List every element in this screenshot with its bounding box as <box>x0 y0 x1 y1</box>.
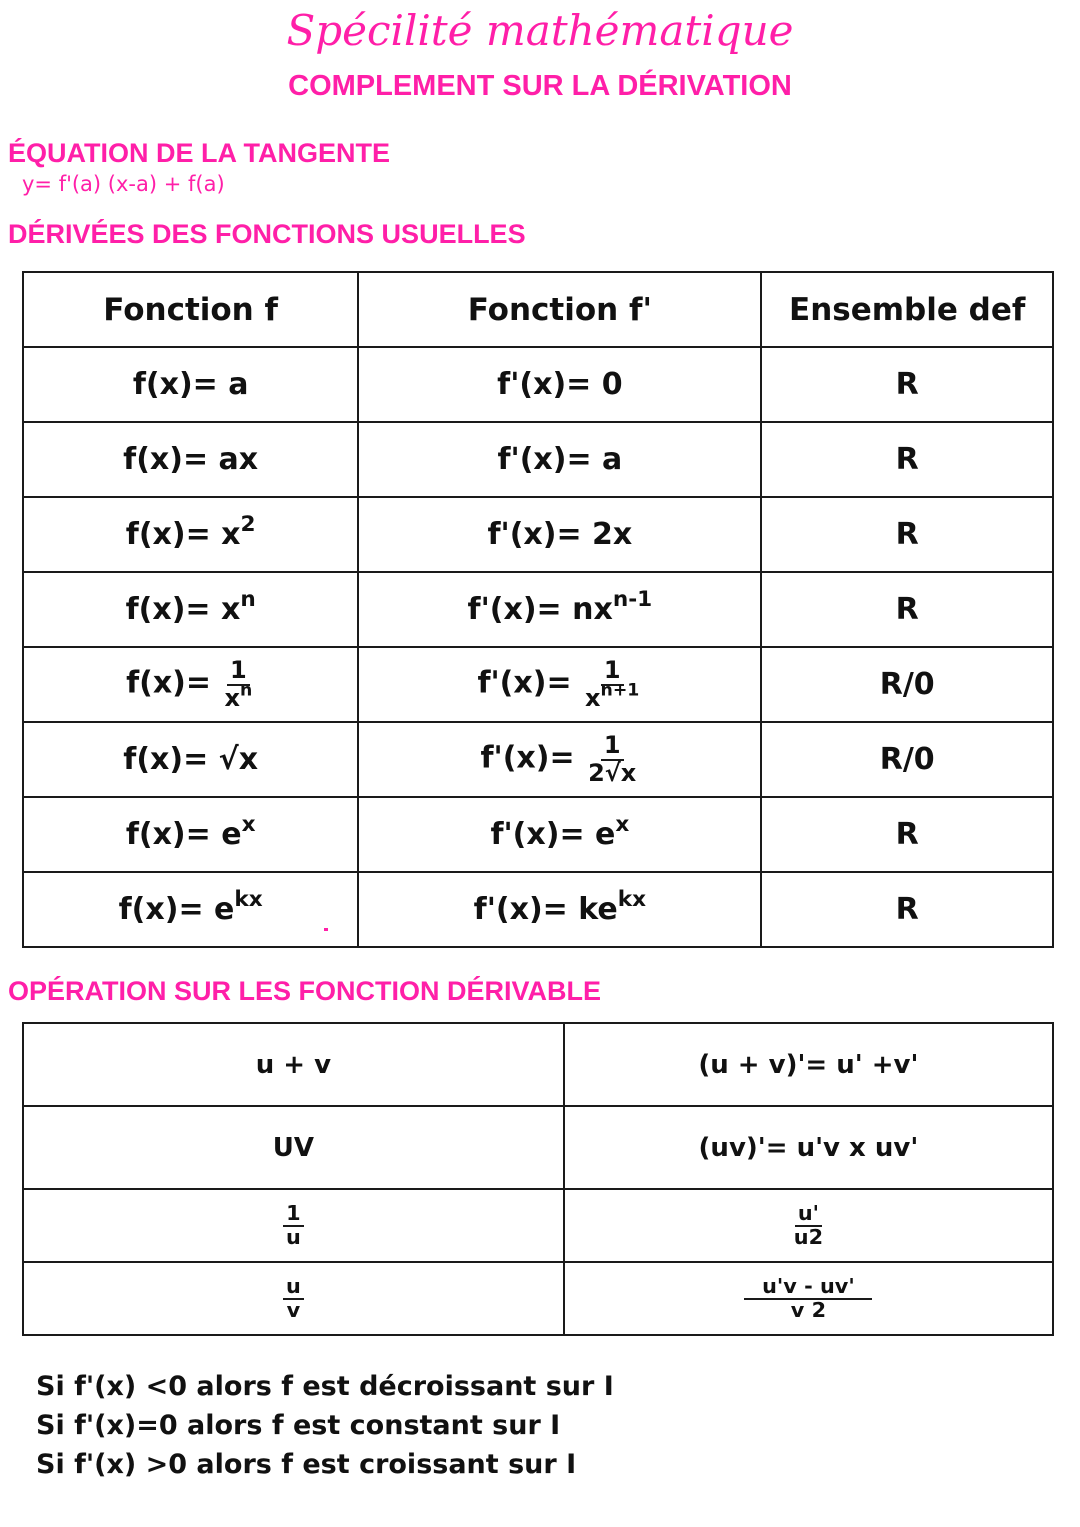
derivatives-heading: DÉRIVÉES DES FONCTIONS USUELLES <box>8 219 526 249</box>
function-base: f(x)= e <box>125 817 242 852</box>
table-row <box>23 647 1053 722</box>
function-cell <box>23 497 358 572</box>
domain-cell: R <box>761 872 1053 947</box>
fraction-numerator: u'v - uv' <box>762 1273 855 1298</box>
denominator-exponent: n <box>239 680 253 701</box>
table-row <box>23 572 1053 647</box>
derivative-cell <box>358 647 761 722</box>
table-row <box>23 422 1053 497</box>
function-cell <box>23 797 358 872</box>
fraction-numerator: 1 <box>601 733 624 760</box>
derivative-exponent: x <box>615 812 630 838</box>
header-fonction-fprime: Fonction f' <box>358 272 761 347</box>
derivative-cell: f'(x)= 2x <box>358 497 761 572</box>
function-prefix: f(x)= <box>126 666 212 701</box>
table-row <box>23 1262 1053 1335</box>
domain-cell: R <box>761 422 1053 497</box>
function-exponent: x <box>241 812 256 838</box>
fraction-numerator: u' <box>795 1203 822 1227</box>
operation-cell <box>23 1189 564 1262</box>
table-row <box>23 722 1053 797</box>
table-row <box>23 497 1053 572</box>
operation-cell: u + v <box>23 1023 564 1106</box>
function-exponent: 2 <box>240 512 256 538</box>
table-row <box>23 1023 1053 1106</box>
derivative-cell <box>358 722 761 797</box>
fraction-numerator: 1 <box>601 658 624 685</box>
note-decreasing: Si f'(x) <0 alors f est décroissant sur I <box>36 1371 614 1402</box>
function-cell: f(x)= √x <box>23 722 358 797</box>
table-row <box>23 797 1053 872</box>
fraction-denominator: u <box>286 1224 301 1249</box>
fraction-denominator: u2 <box>793 1224 824 1249</box>
denominator-exponent: n+1 <box>600 680 640 701</box>
fraction-denominator <box>221 680 255 712</box>
domain-cell: R/0 <box>761 647 1053 722</box>
denominator-base: x <box>585 683 601 712</box>
operation-fraction <box>283 1200 304 1249</box>
header-fonction-f: Fonction f <box>23 272 358 347</box>
derivative-fraction <box>585 733 639 785</box>
table-row <box>23 1106 1053 1189</box>
derivative-exponent: n-1 <box>612 587 653 613</box>
table-row <box>23 872 1053 947</box>
stray-mark <box>324 928 328 931</box>
result-fraction <box>744 1273 872 1322</box>
derivative-cell <box>358 797 761 872</box>
derivative-cell: f'(x)= a <box>358 422 761 497</box>
page-subtitle: COMPLEMENT SUR LA DÉRIVATION <box>288 70 792 102</box>
note-increasing: Si f'(x) >0 alors f est croissant sur I <box>36 1449 577 1480</box>
tangent-formula: y= f'(a) (x-a) + f(a) <box>22 172 225 196</box>
derivative-base: f'(x)= ke <box>473 892 618 927</box>
domain-cell: R <box>761 797 1053 872</box>
operations-table <box>22 1022 1054 1336</box>
function-base: f(x)= e <box>118 892 235 927</box>
header-ensemble-def: Ensemble def <box>761 272 1053 347</box>
function-base: f(x)= x <box>125 592 241 627</box>
page-script-title: Spécilité mathématique <box>286 6 794 55</box>
monotonicity-notes <box>36 1367 614 1484</box>
derivative-exponent: kx <box>617 887 647 913</box>
fraction-numerator: 1 <box>227 658 250 685</box>
table-row <box>23 347 1053 422</box>
table-row <box>23 1189 1053 1262</box>
derivative-cell: f'(x)= 0 <box>358 347 761 422</box>
function-cell <box>23 572 358 647</box>
derivative-cell <box>358 872 761 947</box>
operation-result-cell: (uv)'= u'v x uv' <box>564 1106 1053 1189</box>
derivative-prefix: f'(x)= <box>477 666 572 701</box>
fraction-denominator: v <box>286 1297 301 1322</box>
function-cell <box>23 647 358 722</box>
operations-heading: OPÉRATION SUR LES FONCTION DÉRIVABLE <box>8 976 602 1006</box>
operation-result-cell: (u + v)'= u' +v' <box>564 1023 1053 1106</box>
function-base: f(x)= x <box>125 517 241 552</box>
result-fraction <box>791 1200 826 1249</box>
function-cell: f(x)= ax <box>23 422 358 497</box>
tangent-heading: ÉQUATION DE LA TANGENTE <box>8 138 390 168</box>
fraction-denominator: v 2 <box>790 1297 827 1322</box>
fraction-numerator: 1 <box>283 1203 303 1227</box>
operation-fraction <box>283 1273 304 1322</box>
denominator-base: x <box>224 683 240 712</box>
derivative-prefix: f'(x)= <box>480 741 575 776</box>
fraction-numerator: u <box>283 1276 304 1300</box>
fraction-denominator <box>582 680 642 712</box>
domain-cell: R/0 <box>761 722 1053 797</box>
fraction-denominator: 2√x <box>588 758 637 787</box>
function-exponent: n <box>240 587 256 613</box>
operation-result-cell <box>564 1189 1053 1262</box>
derivative-base: f'(x)= e <box>490 817 616 852</box>
domain-cell: R <box>761 497 1053 572</box>
function-fraction <box>221 658 255 710</box>
domain-cell: R <box>761 572 1053 647</box>
function-cell: f(x)= a <box>23 347 358 422</box>
derivatives-table <box>22 271 1054 948</box>
domain-cell: R <box>761 347 1053 422</box>
function-exponent: kx <box>234 887 263 913</box>
operation-result-cell <box>564 1262 1053 1335</box>
table-header-row <box>23 272 1053 347</box>
function-cell <box>23 872 358 947</box>
derivative-fraction <box>582 658 642 710</box>
operation-cell: UV <box>23 1106 564 1189</box>
operation-cell <box>23 1262 564 1335</box>
derivative-base: f'(x)= nx <box>467 592 613 627</box>
note-constant: Si f'(x)=0 alors f est constant sur I <box>36 1410 561 1441</box>
derivative-cell <box>358 572 761 647</box>
